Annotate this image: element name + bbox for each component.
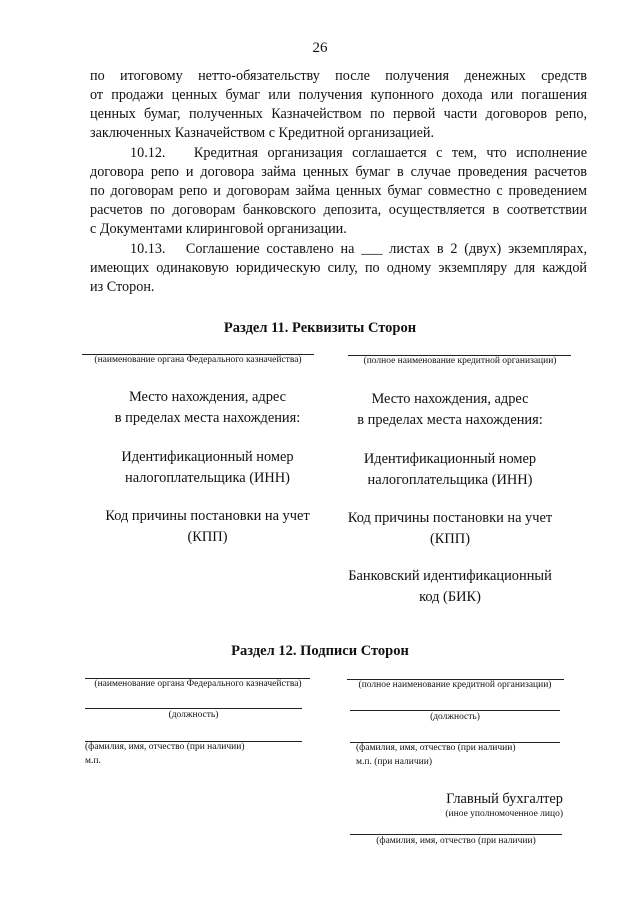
text-line: 10.12. Кредитная организация соглашается с тем, что исполнение <box>130 145 587 161</box>
text-line: Банковский идентификационный <box>348 568 552 584</box>
left-position-caption: (должность) <box>168 710 219 720</box>
text-line: Место нахождения, адрес <box>371 391 529 407</box>
signature-line <box>350 834 562 835</box>
text-line: по договорам репо и договорам займа ценных бумаг совместно с проведением <box>90 183 587 199</box>
clause-10-13 <box>90 240 587 297</box>
text-line: Идентификационный номер <box>121 449 294 465</box>
section-11-title: Раздел 11. Реквизиты Сторон <box>223 320 417 336</box>
text-line: имеющих одинаковую юридическую силу, по одному экземпляру для каждой <box>90 260 587 276</box>
left-address-label <box>85 387 330 429</box>
text-line: в пределах места нахождения: <box>114 410 301 426</box>
text-line: от продажи ценных бумаг или получения купонного дохода или погашения <box>90 87 587 103</box>
left-stamp-label: м.п. <box>85 756 101 766</box>
text-line: с Документами клиринговой организации. <box>90 221 347 237</box>
text-line: код (БИК) <box>419 589 481 605</box>
text-line: Код причины постановки на учет <box>105 508 310 524</box>
bank-org-caption: (полное наименование кредитной организации) <box>363 356 557 366</box>
text-line: из Сторон. <box>90 279 155 295</box>
right-kpp-label <box>330 508 570 550</box>
text-line: в пределах места нахождения: <box>357 412 543 428</box>
left-inn-label <box>85 447 330 489</box>
text-line: налогоплательщика (ИНН) <box>367 472 533 488</box>
right-inn-label <box>330 449 570 491</box>
right-address-label <box>330 389 570 431</box>
text-line: по итоговому нетто-обязательству после получения денежных средств <box>90 68 587 84</box>
text-line: налогоплательщика (ИНН) <box>125 470 290 486</box>
left-kpp-label <box>85 506 330 548</box>
text-line: Идентификационный номер <box>363 451 537 467</box>
text-line: ценных бумаг, полученных Казначейством по первой части договоров репо, <box>90 106 587 122</box>
text-line: (КПП) <box>430 531 470 547</box>
clause-10-12 <box>90 144 587 239</box>
text-line: договора репо и договора займа ценных бумаг в случае проведения расчетов <box>90 164 587 180</box>
treasury-org-caption: (наименование органа Федерального казначейства) <box>94 355 302 365</box>
right-name-caption: (фамилия, имя, отчество (при наличии) <box>356 743 516 753</box>
paragraph-continuation <box>90 67 587 143</box>
authorized-person-caption: (иное уполномоченное лицо) <box>445 809 563 819</box>
text-line: (КПП) <box>187 529 228 545</box>
text-line: расчетов по договорам банковского депозита, осуществляется в соответствии <box>90 202 587 218</box>
left-name-caption: (фамилия, имя, отчество (при наличии) <box>85 742 245 752</box>
accountant-name-caption: (фамилия, имя, отчество (при наличии) <box>376 836 536 846</box>
text-line: заключенных Казначейством с Кредитной организацией. <box>90 125 435 141</box>
treasury-org-caption: (наименование органа Федерального казначейства) <box>94 679 302 689</box>
text-line: Код причины постановки на учет <box>347 510 553 526</box>
text-line: 10.13. Соглашение составлено на ___ листах в 2 (двух) экземплярах, <box>130 241 587 257</box>
section-12-title: Раздел 12. Подписи Сторон <box>231 643 409 659</box>
signature-line <box>350 710 560 711</box>
bank-org-caption: (полное наименование кредитной организации) <box>358 680 552 690</box>
signature-line <box>85 708 302 709</box>
text-line: Место нахождения, адрес <box>128 389 287 405</box>
right-stamp-label: м.п. (при наличии) <box>356 757 432 767</box>
right-position-caption: (должность) <box>430 712 480 722</box>
right-bik-label <box>330 566 570 608</box>
chief-accountant-title: Главный бухгалтер <box>446 791 563 807</box>
page-number: 26 <box>312 40 328 56</box>
